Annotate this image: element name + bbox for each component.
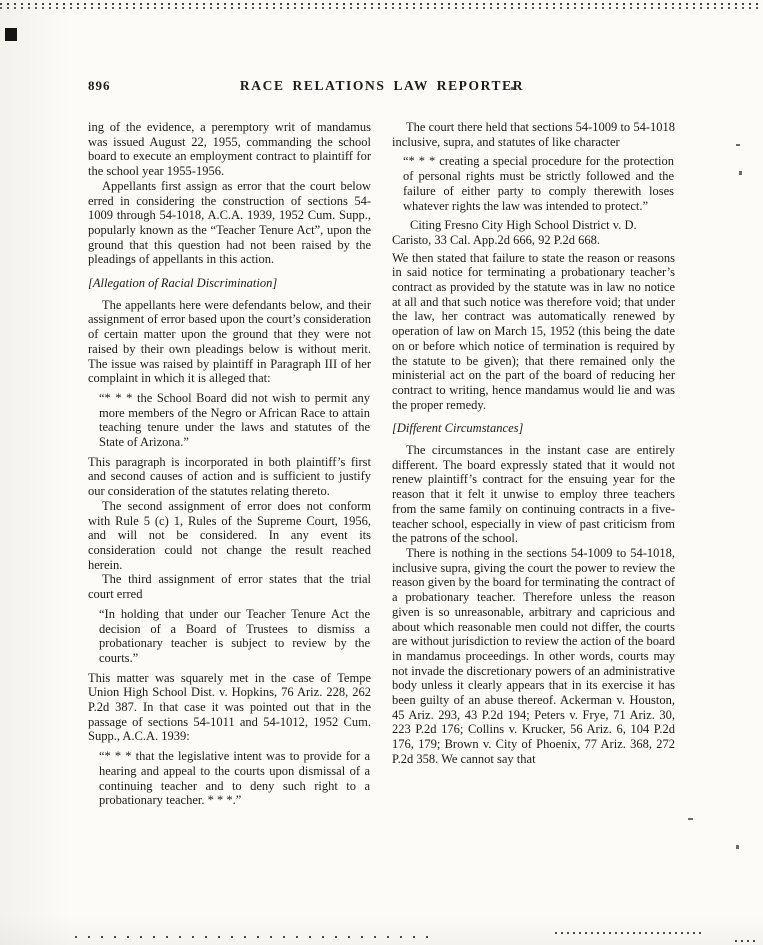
scan-dotted-rule-bottom-2 <box>555 932 705 934</box>
scan-speck <box>736 144 740 146</box>
paragraph: There is nothing in the sections 54-1009 to 54-1018, inclusive supra, giving the court the power to review the reason given by the board for terminating the contract of a probationary teacher. Therefore unless the reason given is so unreasonable, arbitrary and capricious and about which reasonable men could not differ, the courts are without jurisdiction to review the action of the board in mandamus proceedings. In other words, courts may not invade the discretionary powers of an administrative body unless it clearly appears that in its exercise it has been guilty of an abuse thereof. Ackerman v. Houston, 45 Ariz. 293, 43 P.2d 194; Peters v. Frye, 71 Ariz. 30, 223 P.2d 176; Collins v. Krucker, 56 Ariz. 6, 104 P.2d 176, 179; Brown v. City of Phoenix, 77 Ariz. 368, 272 P.2d 358. We cannot say that <box>392 545 675 766</box>
scan-dotted-rule-bottom-3 <box>735 940 759 942</box>
scan-dotted-rule-top <box>0 3 763 5</box>
page-number: 896 <box>88 78 111 93</box>
block-quote: “* * * creating a special procedure for the protection of personal rights must be strictly followed and the failure of either party to comply therewith loses whatever rights the law was intended to protect.” <box>403 154 674 213</box>
citation: Citing Fresno City High School District v. D. Caristo, 33 Cal. App.2d 666, 92 P.2d 668. <box>392 218 637 247</box>
block-quote: “* * * that the legislative intent was to provide for a hearing and appeal to the courts upon dismissal of a continuing teacher and to deny such right to a probationary teacher. * * *.” <box>99 749 370 808</box>
block-quote: “In holding that under our Teacher Tenure Act the decision of a Board of Trustees to dismiss a probationary teacher is subject to review by the courts.” <box>99 606 370 665</box>
section-heading: [Allegation of Racial Discrimination] <box>88 276 278 291</box>
scan-edge-shading-left <box>0 0 70 945</box>
paragraph: The circumstances in the instant case are entirely different. The board expressly stated that it would not renew plaintiff’s contract for the ensuing year for the reason that it felt it unwise to employ three teachers from the same family on continuing contracts in a five-teacher school, especially in view of past criticism from the patrons of the school. <box>392 443 675 546</box>
paragraph: We then stated that failure to state the reason or reasons in said notice for terminating a probationary teacher’s contract as provided by the statute was in law no notice at all and that such notice was therefore void; that under the law, her contract was automatically renewed by operation of law on March 15, 1952 (this being the date on or before which notice of termination is required by the statute to be given); that there remained only the ministerial act on the part of the board of reducing her contract to writing, hence mandamus would lie and was the proper remedy. <box>392 250 675 412</box>
running-head <box>88 78 676 98</box>
publication-title: RACE RELATIONS LAW REPORTER <box>239 78 525 93</box>
paragraph: The appellants here were defendants below, and their assignment of error based upon the court’s consideration of certain matter upon the ground that they were not raised by their own pleadings below is without merit. The issue was raised by plaintiff in Paragraph III of her complaint in which it is alleged that: <box>88 297 371 386</box>
paragraph: This matter was squarely met in the case of Tempe Union High School Dist. v. Hopkins, 76 Ariz. 228, 262 P.2d 387. In that case it was pointed out that in the passage of sections 54-1011 and 54-1012, 1952 Cum. Supp., A.C.A. 1939: <box>88 670 371 744</box>
scan-edge-shading-bottom <box>0 915 763 945</box>
scan-speck <box>688 818 693 820</box>
paragraph: Appellants first assign as error that the court below erred in considering the construction of sections 54-1009 through 54-1018, A.C.A. 1939, 1952 Cum. Supp., popularly known as the “Teacher Tenure Act”, upon the ground that this question had not been raised by the pleadings of appellants in this action. <box>88 178 371 267</box>
scan-artifact-black-square <box>5 28 17 41</box>
paragraph: This paragraph is incorporated in both plaintiff’s first and second causes of action and is sufficient to justify our consideration of the statutes relating thereto. <box>88 454 371 499</box>
text-column-right <box>392 120 675 767</box>
scan-speck <box>739 171 742 175</box>
text-column-left <box>88 120 371 813</box>
paragraph: ing of the evidence, a peremptory writ of mandamus was issued August 22, 1955, commanding the school board to execute an employment contract to plaintiff for the school year 1955-1956. <box>88 120 371 179</box>
paragraph: The court there held that sections 54-1009 to 54-1018 inclusive, supra, and statutes of like character <box>392 120 675 149</box>
scan-dotted-rule-top-2 <box>0 7 763 9</box>
block-quote: “* * * the School Board did not wish to permit any more members of the Negro or African Race to attain teaching tenure under the laws and statutes of the State of Arizona.” <box>99 390 370 450</box>
scan-speck <box>736 845 739 849</box>
paragraph: The second assignment of error does not conform with Rule 5 (c) 1, Rules of the Supreme Court, 1956, and will not be considered. In any event its consideration could not change the result reached herein. <box>88 498 371 572</box>
paragraph: The third assignment of error states that the trial court erred <box>88 572 371 602</box>
scan-dotted-rule-bottom <box>75 936 430 938</box>
section-heading: [Different Circumstances] <box>392 421 524 436</box>
